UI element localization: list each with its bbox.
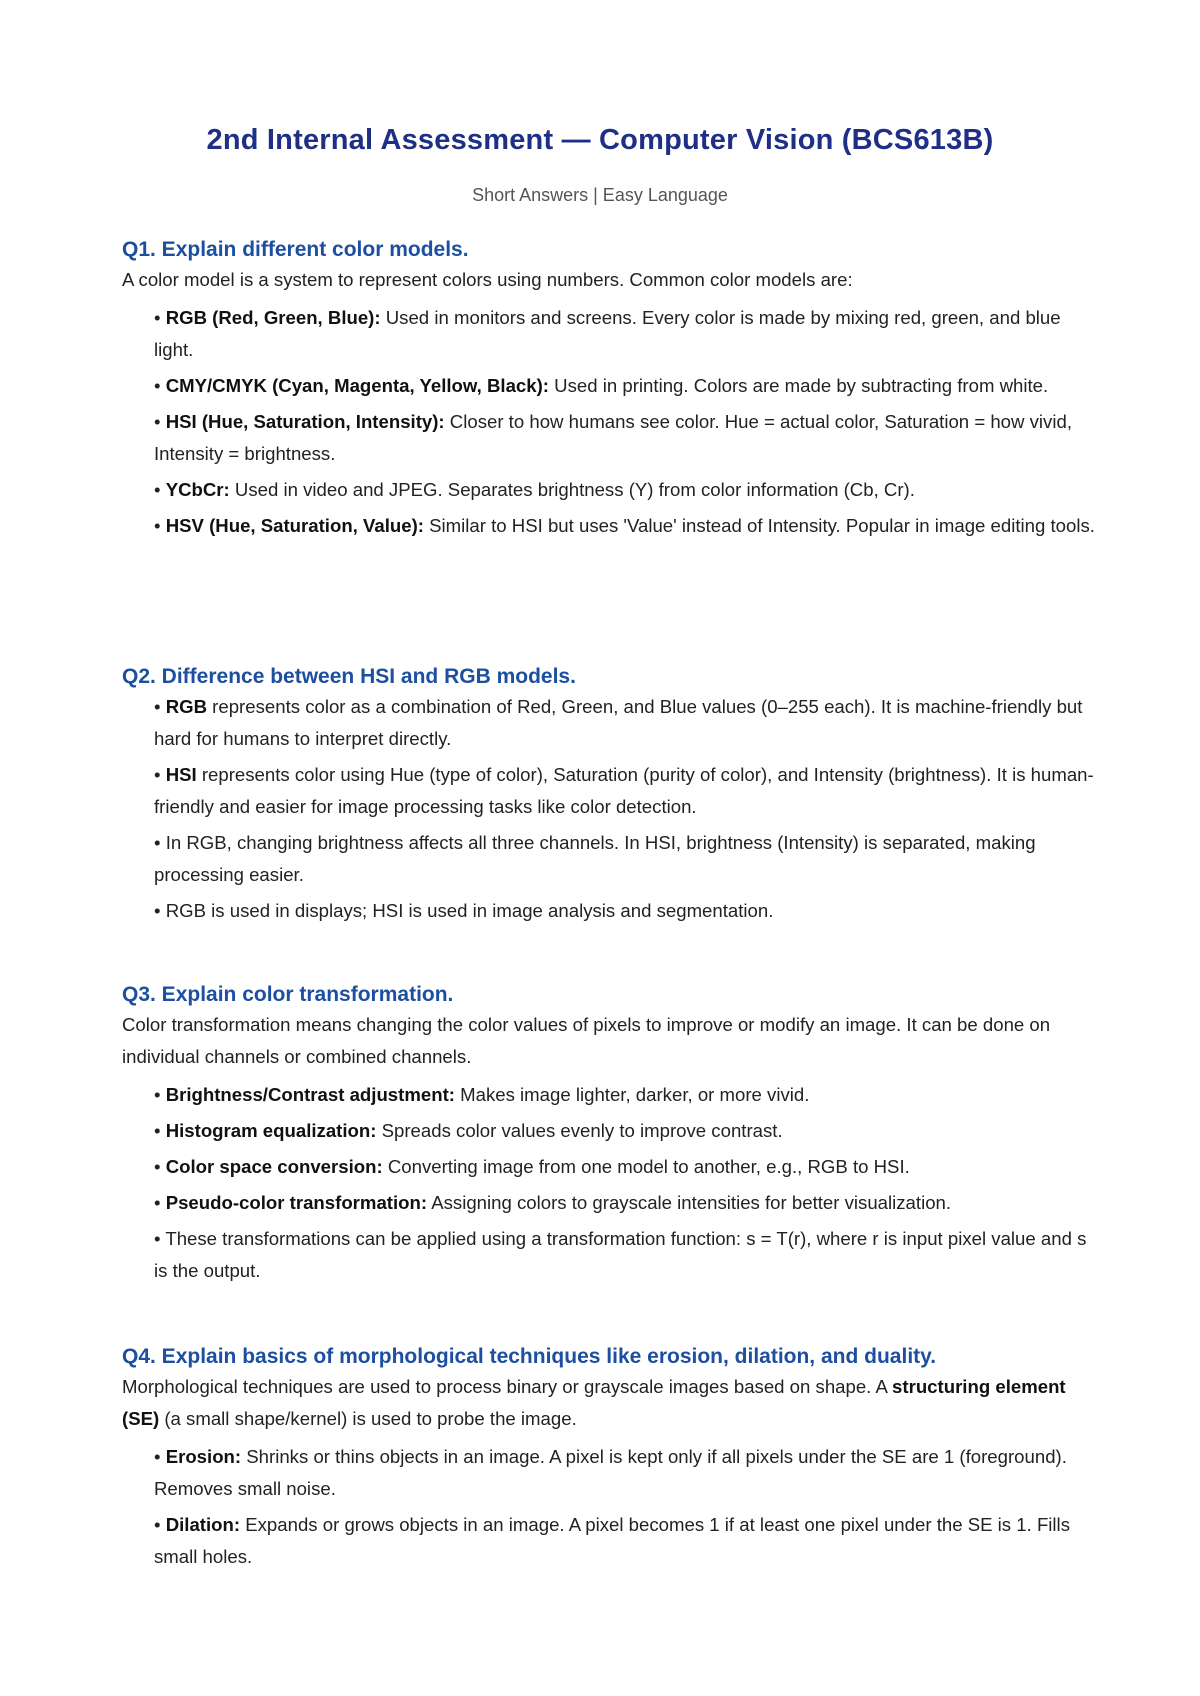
q4-intro-after: (a small shape/kernel) is used to probe the image. xyxy=(159,1408,577,1429)
page-subtitle: Short Answers | Easy Language xyxy=(472,185,728,205)
list-item: • Brightness/Contrast adjustment: Makes image lighter, darker, or more vivid. xyxy=(154,1084,810,1105)
q4-intro-before: Morphological techniques are used to process binary or grayscale images based on shape. A xyxy=(122,1376,893,1397)
q2-heading: Q2. Difference between HSI and RGB models. xyxy=(122,665,576,688)
list-item: • Pseudo-color transformation: Assigning colors to grayscale intensities for better visualization. xyxy=(154,1192,952,1213)
list-item: • In RGB, changing brightness affects all three channels. In HSI, brightness (Intensity) is separated, making processing easier. xyxy=(154,832,1036,885)
item-term: HSI (Hue, Saturation, Intensity): xyxy=(165,411,445,432)
item-term: RGB xyxy=(165,696,208,717)
list-item: • Dilation: Expands or grows objects in an image. A pixel becomes 1 if at least one pixel under the SE is 1. Fills small holes. xyxy=(154,1514,1070,1567)
list-item: • HSV (Hue, Saturation, Value): Similar to HSI but uses 'Value' instead of Intensity. Popular in image editing tools. xyxy=(154,515,1095,536)
list-item: • HSI (Hue, Saturation, Intensity): Closer to how humans see color. Hue = actual color, Saturation = how vivid, Intensity = brightness. xyxy=(154,411,1072,464)
item-text: Expands or grows objects in an image. A pixel becomes 1 if at least one pixel under the SE is 1. Fills small holes. xyxy=(154,1514,1070,1567)
q1-intro: A color model is a system to represent colors using numbers. Common color models are: xyxy=(122,269,853,290)
item-term: YCbCr: xyxy=(165,479,230,500)
list-item: • HSI represents color using Hue (type of color), Saturation (purity of color), and Intensity (brightness). It is human-friendly and easier for image processing tasks like color detection. xyxy=(154,764,1094,817)
item-text: Closer to how humans see color. Hue = actual color, Saturation = how vivid, Intensity = brightness. xyxy=(154,411,1072,464)
item-text: represents color as a combination of Red, Green, and Blue values (0–255 each). It is machine-friendly but hard for humans to interpret directly. xyxy=(154,696,1083,749)
item-text: Used in video and JPEG. Separates brightness (Y) from color information (Cb, Cr). xyxy=(229,479,915,500)
item-text: These transformations can be applied using a transformation function: s = T(r), where r is input pixel value and s is the output. xyxy=(154,1228,1087,1281)
item-term: HSV (Hue, Saturation, Value): xyxy=(165,515,424,536)
list-item: • Erosion: Shrinks or thins objects in an image. A pixel is kept only if all pixels under the SE are 1 (foreground). Removes small noise. xyxy=(154,1446,1067,1499)
section-q4 xyxy=(122,1343,1100,1577)
list-item: • Histogram equalization: Spreads color values evenly to improve contrast. xyxy=(154,1120,783,1141)
list-item: • RGB (Red, Green, Blue): Used in monitors and screens. Every color is made by mixing red, green, and blue light. xyxy=(154,307,1061,360)
item-text: Makes image lighter, darker, or more vivid. xyxy=(454,1084,810,1105)
q4-intro-term: structuring element (SE) xyxy=(122,1376,1066,1429)
item-text: Similar to HSI but uses 'Value' instead of Intensity. Popular in image editing tools. xyxy=(423,515,1095,536)
item-term: CMY/CMYK (Cyan, Magenta, Yellow, Black): xyxy=(165,375,550,396)
q3-list xyxy=(122,1079,1100,1287)
list-item: • YCbCr: Used in video and JPEG. Separates brightness (Y) from color information (Cb, Cr). xyxy=(154,479,915,500)
item-term: RGB (Red, Green, Blue): xyxy=(165,307,381,328)
q1-list xyxy=(122,302,1100,542)
item-text: represents color using Hue (type of color), Saturation (purity of color), and Intensity (brightness). It is human-friendly and easier for image processing tasks like color detection. xyxy=(154,764,1094,817)
section-q3 xyxy=(122,981,1100,1291)
list-item: • RGB is used in displays; HSI is used in image analysis and segmentation. xyxy=(154,900,774,921)
item-term: Erosion: xyxy=(165,1446,242,1467)
list-item: • Color space conversion: Converting image from one model to another, e.g., RGB to HSI. xyxy=(154,1156,910,1177)
item-term: Histogram equalization: xyxy=(165,1120,377,1141)
item-text: Shrinks or thins objects in an image. A pixel is kept only if all pixels under the SE are 1 (foreground). Removes small noise. xyxy=(154,1446,1067,1499)
q3-heading: Q3. Explain color transformation. xyxy=(122,983,454,1006)
q4-list xyxy=(122,1441,1100,1573)
list-item: • These transformations can be applied using a transformation function: s = T(r), where r is input pixel value and s is the output. xyxy=(154,1228,1087,1281)
item-text: RGB is used in displays; HSI is used in image analysis and segmentation. xyxy=(165,900,774,921)
item-term: HSI xyxy=(165,764,197,785)
item-term: Pseudo-color transformation: xyxy=(165,1192,428,1213)
item-text: Used in monitors and screens. Every color is made by mixing red, green, and blue light. xyxy=(154,307,1061,360)
q1-heading: Q1. Explain different color models. xyxy=(122,238,469,261)
q2-list xyxy=(122,691,1100,927)
item-text: Assigning colors to grayscale intensities for better visualization. xyxy=(427,1192,952,1213)
section-q1 xyxy=(122,236,1100,546)
list-item: • RGB represents color as a combination of Red, Green, and Blue values (0–255 each). It is machine-friendly but hard for humans to interpret directly. xyxy=(154,696,1083,749)
q3-intro: Color transformation means changing the color values of pixels to improve or modify an image. It can be done on individual channels or combined channels. xyxy=(122,1014,1051,1067)
item-text: Used in printing. Colors are made by subtracting from white. xyxy=(549,375,1049,396)
item-term: Brightness/Contrast adjustment: xyxy=(165,1084,455,1105)
q4-intro xyxy=(122,1371,1100,1435)
list-item: • CMY/CMYK (Cyan, Magenta, Yellow, Black): Used in printing. Colors are made by subtracting from white. xyxy=(154,375,1049,396)
item-text: Spreads color values evenly to improve contrast. xyxy=(376,1120,783,1141)
section-q2 xyxy=(122,663,1100,931)
item-term: Color space conversion: xyxy=(165,1156,383,1177)
page-title: 2nd Internal Assessment — Computer Vision (BCS613B) xyxy=(206,124,994,156)
item-text: In RGB, changing brightness affects all three channels. In HSI, brightness (Intensity) is separated, making processing easier. xyxy=(154,832,1036,885)
q4-heading: Q4. Explain basics of morphological techniques like erosion, dilation, and duality. xyxy=(122,1345,937,1368)
item-term: Dilation: xyxy=(165,1514,241,1535)
item-text: Converting image from one model to another, e.g., RGB to HSI. xyxy=(382,1156,910,1177)
